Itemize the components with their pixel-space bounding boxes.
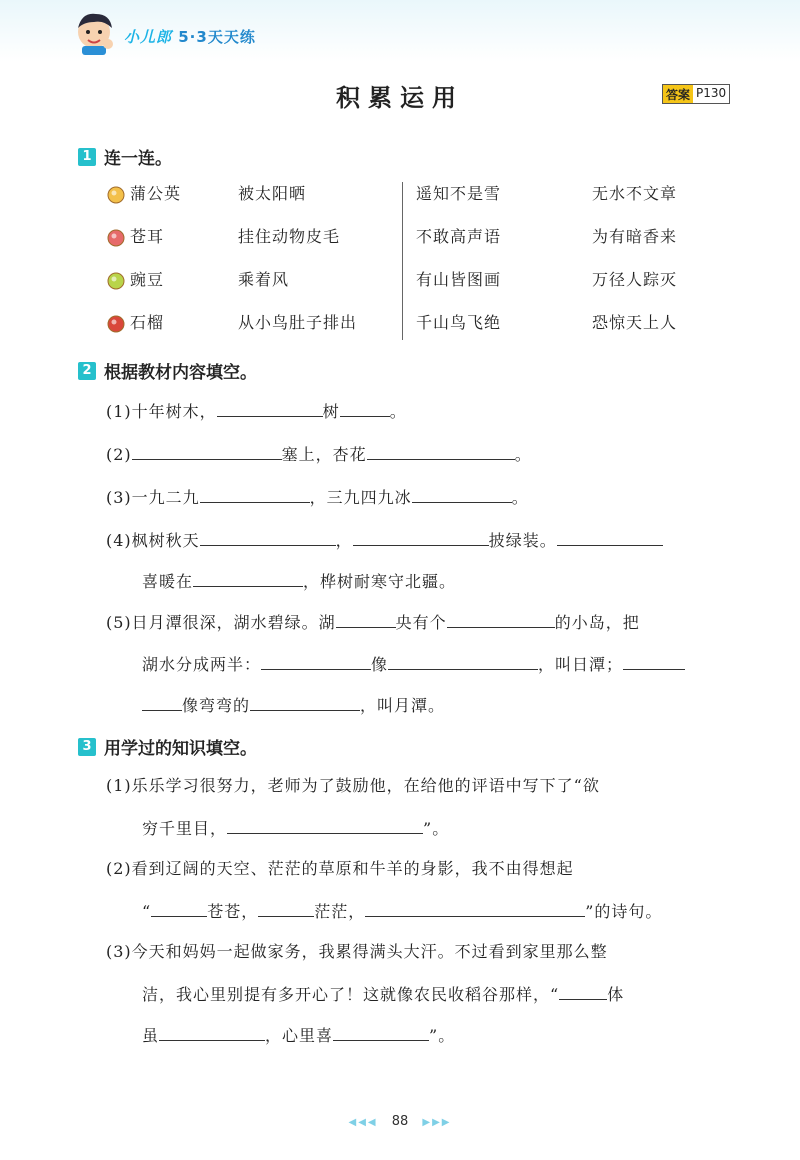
- plant-name[interactable]: 苍耳: [130, 227, 165, 246]
- answer-blank[interactable]: [258, 898, 314, 917]
- poem-line-right[interactable]: 为有暗香来: [592, 227, 678, 246]
- poem-line-left[interactable]: 有山皆图画: [416, 270, 502, 289]
- answer-blank[interactable]: [193, 568, 303, 587]
- answer-blank[interactable]: [333, 1022, 429, 1041]
- s2-question-4-line-2: 喜暖在 ，桦树耐寒守北疆。: [142, 568, 456, 594]
- poem-line-left[interactable]: 遥知不是雪: [416, 184, 502, 203]
- poem-line-right[interactable]: 万径人踪灭: [592, 270, 678, 289]
- s2-question-5-line-2: 湖水分成两半： 像 ，叫日潭；: [142, 651, 685, 677]
- seed-dispersal-method[interactable]: 乘着风: [238, 270, 290, 289]
- dandelion-icon: [106, 185, 126, 205]
- answer-blank[interactable]: [227, 815, 423, 834]
- answer-blank[interactable]: [250, 692, 360, 711]
- section-2-heading: 2 根据教材内容填空。: [78, 358, 257, 383]
- seed-dispersal-method[interactable]: 挂住动物皮毛: [238, 227, 341, 246]
- answer-blank[interactable]: [151, 898, 207, 917]
- s2-question-5-line-1: (5)日月潭很深，湖水碧绿。湖 央有个 的小岛，把: [106, 609, 640, 635]
- s3-question-1-line-1: (1)乐乐学习很努力，老师为了鼓励他，在给他的评语中写下了“欲: [106, 776, 600, 795]
- mascot-boy-icon: [72, 10, 118, 56]
- s2-question-4-line-1: (4)枫树秋天 ， 披绿装。: [106, 527, 663, 553]
- poem-line-right[interactable]: 恐惊天上人: [592, 313, 678, 332]
- seed-dispersal-method[interactable]: 被太阳晒: [238, 184, 307, 203]
- page-title: 积累运用: [336, 84, 464, 112]
- answer-blank[interactable]: [336, 609, 396, 628]
- s3-question-1-line-2: 穷千里目， ”。: [142, 815, 449, 841]
- s2-question-3: (3)一九二九 ，三九四九冰 。: [106, 484, 529, 510]
- answer-blank[interactable]: [217, 398, 323, 417]
- column-divider: [402, 182, 403, 340]
- poem-line-left[interactable]: 千山鸟飞绝: [416, 313, 502, 332]
- answer-blank[interactable]: [142, 692, 182, 711]
- answer-blank[interactable]: [623, 651, 685, 670]
- brand-logo: 小儿郎 5·3天天练: [124, 28, 256, 46]
- answer-blank[interactable]: [559, 981, 607, 1000]
- s3-question-3-line-1: (3)今天和妈妈一起做家务，我累得满头大汗。不过看到家里那么整: [106, 942, 608, 961]
- answer-blank[interactable]: [132, 441, 282, 460]
- s3-question-2-line-1: (2)看到辽阔的天空、茫茫的草原和牛羊的身影，我不由得想起: [106, 859, 574, 878]
- page-footer: ◀◀◀ 88 ▶▶▶: [348, 1114, 452, 1129]
- poem-line-right[interactable]: 无水不文章: [592, 184, 678, 203]
- cocklebur-icon: [106, 228, 126, 248]
- seed-dispersal-method[interactable]: 从小鸟肚子排出: [238, 313, 358, 332]
- answer-blank[interactable]: [447, 609, 555, 628]
- poem-line-left[interactable]: 不敢高声语: [416, 227, 502, 246]
- answer-blank[interactable]: [557, 527, 663, 546]
- answer-blank[interactable]: [261, 651, 371, 670]
- pea-icon: [106, 271, 126, 291]
- answer-blank[interactable]: [365, 898, 585, 917]
- answer-page-tag: 答案 P130: [662, 84, 730, 104]
- page-number: 88: [391, 1114, 409, 1129]
- section-1-heading: 1 连一连。: [78, 144, 172, 169]
- answer-blank[interactable]: [340, 398, 390, 417]
- s2-question-1: (1)十年树木， 树 。: [106, 398, 407, 424]
- answer-blank[interactable]: [412, 484, 512, 503]
- answer-blank[interactable]: [200, 484, 310, 503]
- s3-question-3-line-2: 洁，我心里别提有多开心了！这就像农民收稻谷那样，“ 体: [142, 981, 624, 1007]
- s3-question-3-line-3: 虽 ，心里喜 ”。: [142, 1022, 455, 1048]
- plant-name[interactable]: 蒲公英: [130, 184, 182, 203]
- s2-question-2: (2) 塞上，杏花 。: [106, 441, 532, 467]
- s2-question-5-line-3: 像弯弯的 ，叫月潭。: [142, 692, 445, 718]
- pomegranate-icon: [106, 314, 126, 334]
- answer-blank[interactable]: [353, 527, 489, 546]
- s3-question-2-line-2: “ 苍苍， 茫茫， ”的诗句。: [142, 898, 662, 924]
- answer-blank[interactable]: [159, 1022, 265, 1041]
- answer-blank[interactable]: [388, 651, 538, 670]
- answer-blank[interactable]: [200, 527, 336, 546]
- section-3-heading: 3 用学过的知识填空。: [78, 734, 257, 759]
- plant-name[interactable]: 豌豆: [130, 270, 165, 289]
- answer-blank[interactable]: [367, 441, 515, 460]
- plant-name[interactable]: 石榴: [130, 313, 165, 332]
- top-banner: [0, 0, 800, 62]
